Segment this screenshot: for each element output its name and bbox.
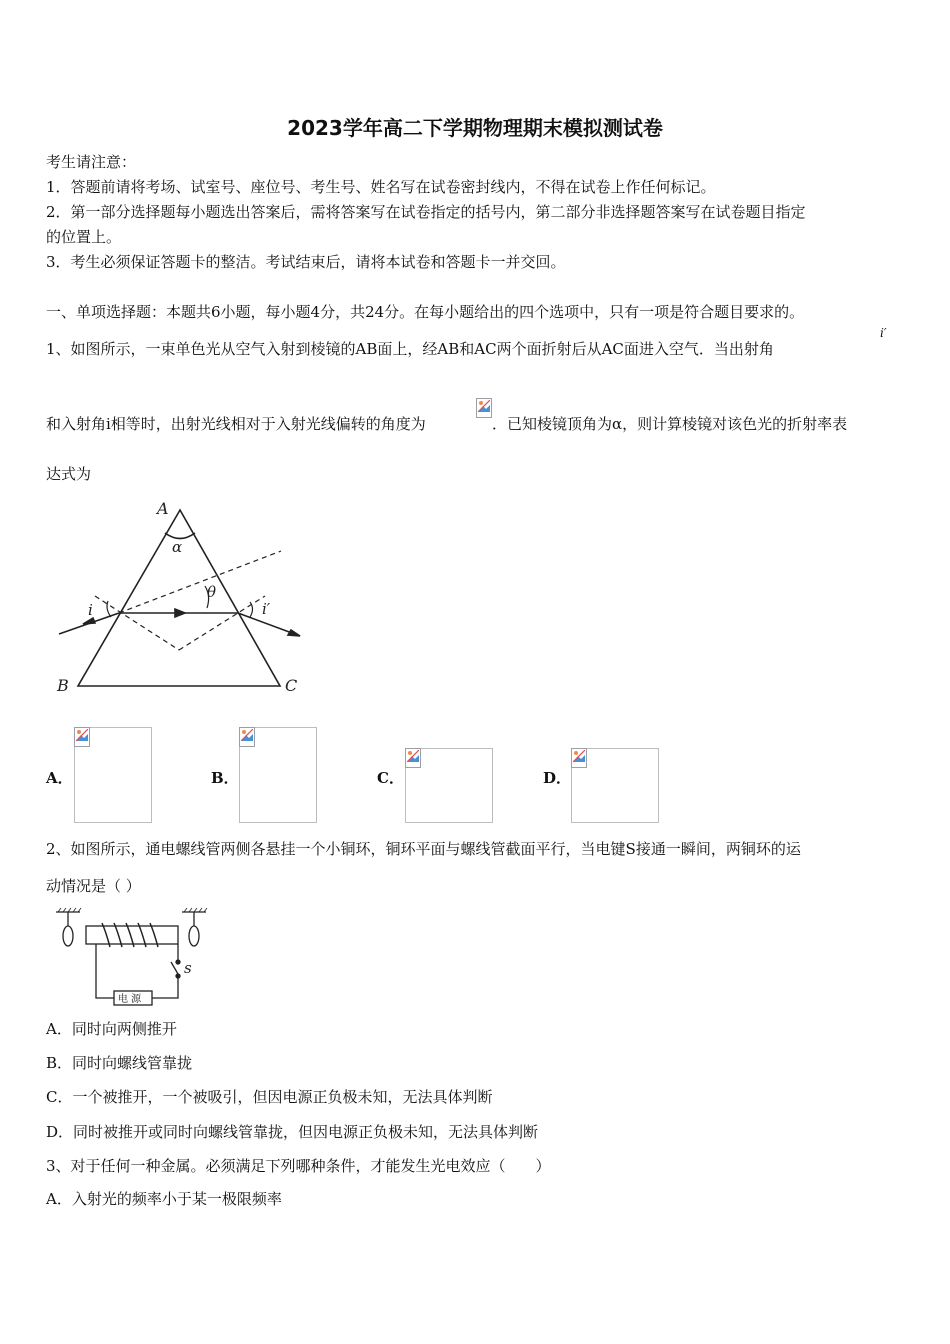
option-d-label[interactable]: D． [543, 769, 572, 787]
q1-line1: 1、如图所示，一束单色光从空气入射到棱镜的AB面上，经AB和AC两个面折射后从AC面进入空气．当出射角 [46, 340, 774, 358]
ray-arrow [175, 609, 185, 617]
prism-triangle [78, 510, 280, 686]
broken-image-icon [571, 748, 587, 768]
q2-line1: 2、如图所示，通电螺线管两侧各悬挂一个小铜环，铜环平面与螺线管截面平行，当电键S接通一瞬间，两铜环的运 [46, 840, 801, 858]
alpha-label: α [172, 538, 183, 556]
circuit-wire [96, 944, 114, 998]
broken-image-icon [74, 727, 90, 747]
q1-line2b: ．已知棱镜顶角为α，则计算棱镜对该色光的折射率表 [492, 415, 848, 433]
switch-contact [176, 974, 180, 978]
q2-option-b[interactable]: B．同时向螺线管靠拢 [46, 1054, 193, 1072]
theta-label: θ [207, 583, 217, 601]
prism-figure [55, 496, 315, 698]
broken-image-icon [239, 727, 255, 747]
right-copper-ring [189, 926, 199, 946]
switch-label: s [184, 959, 192, 977]
vertex-label-a: A [157, 499, 169, 518]
i-label: i [88, 601, 93, 619]
solenoid-figure [50, 906, 220, 1006]
notice-item: 2．第一部分选择题每小题选出答案后，需将答案写在试卷指定的括号内，第二部分非选择题答案写在试卷题目指定 [46, 203, 806, 221]
broken-image-icon [405, 748, 421, 768]
q1-line2a: 和入射角i相等时，出射光线相对于入射光线偏转的角度为 [46, 415, 426, 433]
i-arc [107, 601, 111, 617]
power-source-label: 电 源 [118, 994, 142, 1005]
vertex-label-b: B [57, 676, 69, 695]
q3-line1: 3、对于任何一种金属。必须满足下列哪种条件，才能发生光电效应（ ） [46, 1157, 551, 1175]
ray-arrow [288, 630, 300, 636]
q1-line3: 达式为 [46, 465, 92, 483]
option-a-label[interactable]: A． [46, 769, 73, 787]
notice-heading: 考生请注意： [46, 153, 137, 171]
normal-line [179, 596, 265, 650]
section-heading: 一、单项选择题：本题共6小题，每小题4分，共24分。在每小题给出的四个选项中，只有一项是符合题目要求的。 [46, 303, 805, 321]
option-b-label[interactable]: B． [211, 769, 239, 787]
q3-option-a[interactable]: A．入射光的频率小于某一极限频率 [46, 1190, 282, 1208]
left-copper-ring [63, 926, 73, 946]
broken-image-icon [476, 398, 492, 418]
iprime-arc [250, 602, 253, 617]
page-title: 2023学年高二下学期物理期末模拟测试卷 [287, 116, 663, 140]
switch-contact [176, 960, 180, 964]
vertex-label-c: C [285, 676, 298, 695]
q2-option-a[interactable]: A．同时向两侧推开 [46, 1020, 177, 1038]
q2-option-c[interactable]: C．一个被推开，一个被吸引，但因电源正负极未知，无法具体判断 [46, 1088, 493, 1106]
notice-item: 1．答题前请将考场、试室号、座位号、考生号、姓名写在试卷密封线内，不得在试卷上作任何标记。 [46, 178, 716, 196]
q1-superscript: i′ [880, 326, 887, 340]
q2-line2: 动情况是（ ） [46, 877, 141, 895]
q2-option-d[interactable]: D．同时被推开或同时向螺线管靠拢，但因电源正负极未知，无法具体判断 [46, 1123, 539, 1141]
i-prime-label: i′ [262, 600, 271, 618]
notice-item: 3．考生必须保证答题卡的整洁。考试结束后，请将本试卷和答题卡一并交回。 [46, 253, 566, 271]
option-c-label[interactable]: C． [377, 769, 404, 787]
extended-ray [119, 551, 281, 613]
notice-item: 的位置上。 [46, 228, 122, 246]
circuit-wire [152, 978, 178, 998]
